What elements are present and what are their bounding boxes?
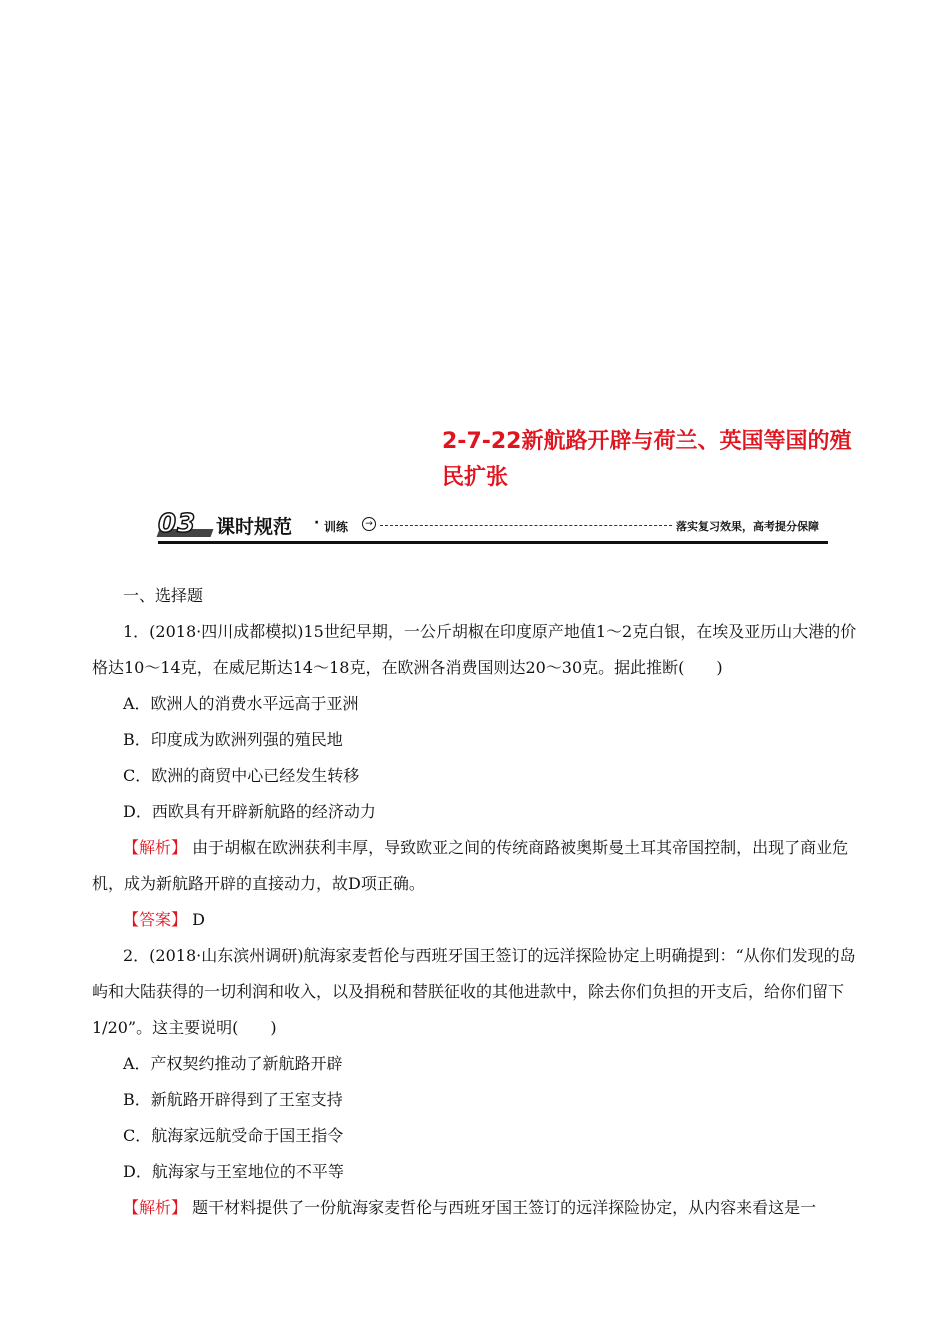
question-option: D．西欧具有开辟新航路的经济动力: [123, 802, 376, 821]
question-option: A．产权契约推动了新航路开辟: [123, 1054, 343, 1073]
question-option: C．欧洲的商贸中心已经发生转移: [123, 766, 360, 785]
banner-slogan: 落实复习效果，高考提分保障: [676, 520, 819, 533]
answer-text: D: [192, 910, 205, 929]
section-banner: [158, 509, 828, 545]
analysis-text: 由于胡椒在欧洲获利丰厚，导致欧亚之间的传统商路被奥斯曼土耳其帝国控制，出现了商业危机，成为新航路开辟的直接动力，故D项正确。: [92, 838, 849, 893]
document-title: 2-7-22新航路开辟与荷兰、英国等国的殖民扩张: [442, 429, 852, 490]
banner-dashed-line: [380, 525, 672, 526]
question-option: C．航海家远航受命于国王指令: [123, 1126, 344, 1145]
analysis-paragraph: [92, 1190, 862, 1226]
banner-rule: [158, 541, 828, 544]
question-option: B．新航路开辟得到了王室支持: [123, 1090, 343, 1109]
banner-title: 课时规范: [216, 516, 293, 538]
arrow-circle-icon: →: [362, 517, 376, 531]
banner-subtitle: 训练: [324, 520, 349, 534]
answer-paragraph: [92, 902, 862, 938]
answer-label: 【答案】: [123, 910, 188, 929]
analysis-label: 【解析】: [123, 838, 188, 857]
analysis-label: 【解析】: [123, 1198, 188, 1217]
question-option: A．欧洲人的消费水平远高于亚洲: [123, 694, 359, 713]
analysis-text: 题干材料提供了一份航海家麦哲伦与西班牙国王签订的远洋探险协定，从内容来看这是一: [192, 1198, 817, 1217]
question-stem: 1．(2018·四川成都模拟)15世纪早期，一公斤胡椒在印度原产地值1～2克白银，在埃及亚历山大港的价格达10～14克，在威尼斯达14～18克，在欧洲各消费国则达20～30克。据此推断( ): [92, 622, 857, 677]
question-option: D．航海家与王室地位的不平等: [123, 1162, 344, 1181]
question-stem: 2．(2018·山东滨州调研)航海家麦哲伦与西班牙国王签订的远洋探险协定上明确提到：“从你们发现的岛屿和大陆获得的一切利润和收入，以及捐税和替朕征收的其他进款中，除去你们负担的开支后，给你们留下1/20”。这主要说明( ): [92, 946, 856, 1037]
question-option: B．印度成为欧洲列强的殖民地: [123, 730, 343, 749]
analysis-paragraph: [92, 830, 862, 902]
document-body: [92, 578, 862, 1226]
section-heading: 一、选择题: [123, 586, 204, 605]
banner-number: 03: [158, 509, 197, 539]
banner-dot: ·: [314, 515, 320, 531]
